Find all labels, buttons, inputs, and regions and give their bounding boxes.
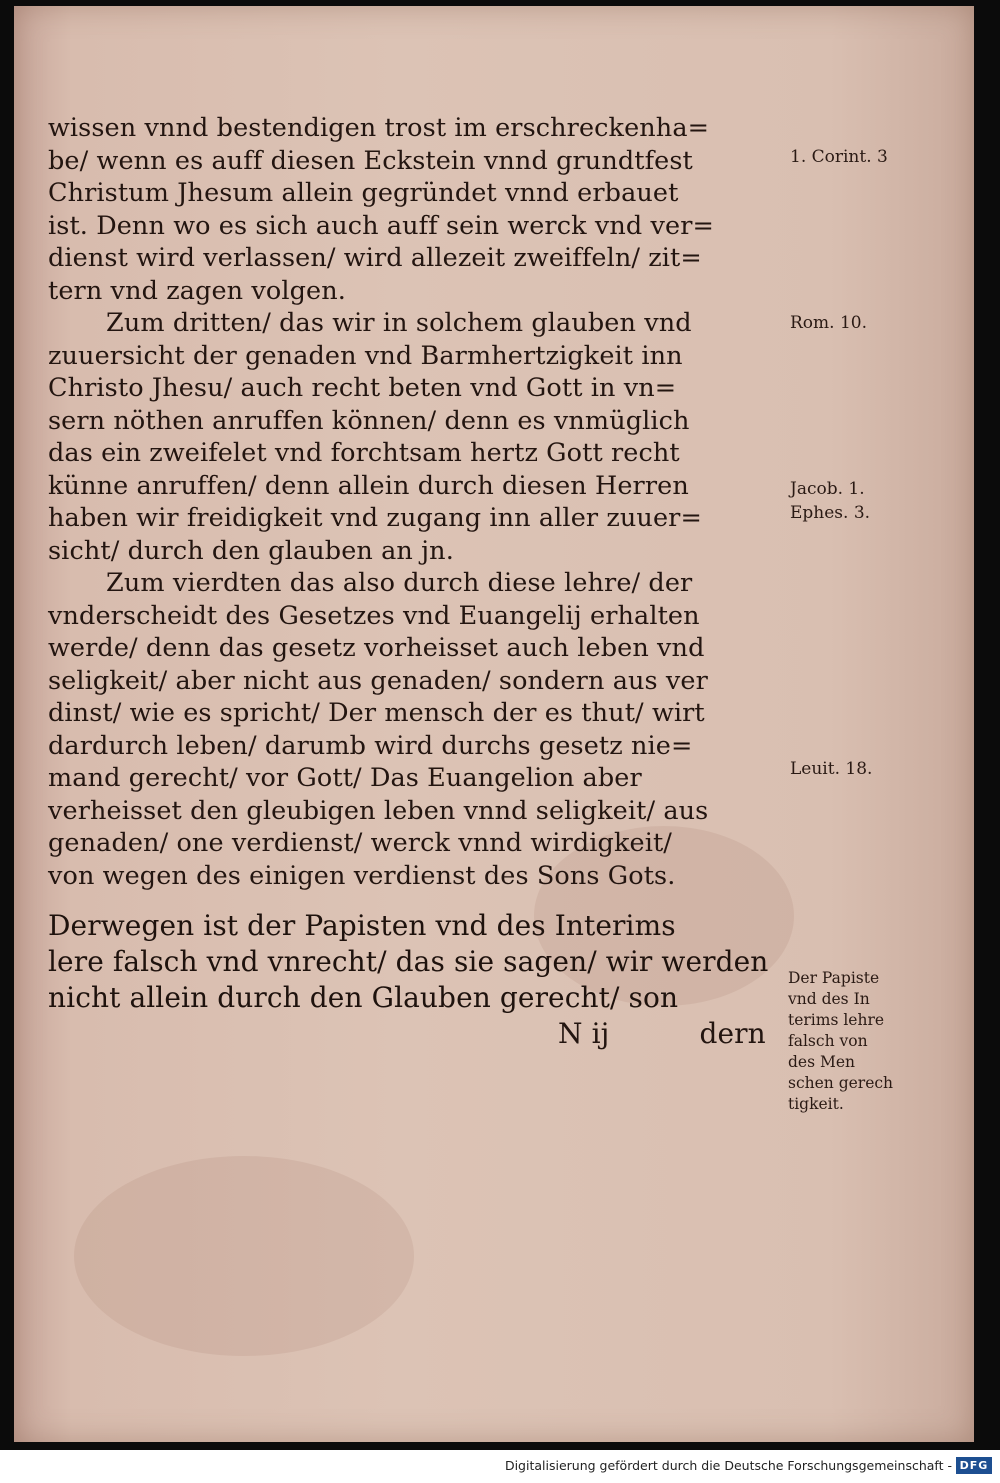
footer-bar xyxy=(0,1450,1000,1483)
text-line: be/ wenn es auff diesen Eckstein vnnd grundtfest xyxy=(48,145,693,176)
margin-note-rom: Rom. 10. xyxy=(790,313,867,333)
text-line-large: lere falsch vnd vnrecht/ das sie sagen/ wir werden xyxy=(48,945,769,978)
margin-note-line: des Men xyxy=(788,1053,856,1071)
text-line: künne anruffen/ denn allein durch diesen Herren xyxy=(48,470,689,501)
text-line: ist. Denn wo es sich auch auff sein werck vnd ver= xyxy=(48,210,714,241)
paper-stain xyxy=(74,1156,414,1356)
text-line: von wegen des einigen verdienst des Sons Gots. xyxy=(48,860,676,891)
text-line: Christo Jhesu/ auch recht beten vnd Gott in vn= xyxy=(48,373,677,403)
page-body-text xyxy=(48,112,793,1052)
text-line: tern vnd zagen volgen. xyxy=(48,275,346,306)
margin-note-line: schen gerech xyxy=(788,1074,894,1092)
text-line: genaden/ one verdienst/ werck vnnd wirdigkeit/ xyxy=(48,828,672,858)
funding-credit: Digitalisierung gefördert durch die Deutsche Forschungsgemeinschaft - xyxy=(504,1458,952,1473)
text-line: seligkeit/ aber nicht aus genaden/ sondern aus ver xyxy=(48,665,708,696)
text-line: Christum Jhesum allein gegründet vnnd erbauet xyxy=(48,178,679,208)
text-line: sicht/ durch den glauben an jn. xyxy=(48,535,454,566)
margin-note-ephes: Ephes. 3. xyxy=(790,503,871,523)
signature-mark: N ij xyxy=(558,1017,610,1050)
paragraph-start-line: Zum vierdten das also durch diese lehre/ der xyxy=(106,568,693,598)
dfg-logo[interactable]: DFG xyxy=(956,1457,992,1474)
text-line-large: Derwegen ist der Papisten vnd des Interims xyxy=(48,909,676,942)
catchword: dern xyxy=(699,1017,766,1050)
margin-note-line: falsch von xyxy=(788,1032,868,1050)
paragraph-start-line: Zum dritten/ das wir in solchem glauben vnd xyxy=(106,308,692,338)
text-line: werde/ denn das gesetz vorheisset auch leben vnd xyxy=(48,633,705,663)
text-line: zuuersicht der genaden vnd Barmhertzigkeit inn xyxy=(48,340,683,371)
margin-note-corinth: 1. Corint. 3 xyxy=(790,147,888,167)
margin-note-jacob: Jacob. 1. xyxy=(790,479,865,499)
margin-note-papisten xyxy=(788,968,893,1115)
signature-row xyxy=(48,1016,793,1052)
margin-note-line: tigkeit. xyxy=(788,1095,844,1113)
margin-note-leuit: Leuit. 18. xyxy=(790,759,873,779)
text-line: dardurch leben/ darumb wird durchs gesetz nie= xyxy=(48,730,693,761)
margin-note-line: terims lehre xyxy=(788,1011,885,1029)
text-line: wissen vnnd bestendigen trost im erschreckenha= xyxy=(48,113,710,143)
text-line: haben wir freidigkeit vnd zugang inn aller zuuer= xyxy=(48,503,702,533)
text-line: das ein zweifelet vnd forchtsam hertz Gott recht xyxy=(48,438,680,468)
text-line: dinst/ wie es spricht/ Der mensch der es thut/ wirt xyxy=(48,698,705,728)
margin-note-line: Der Papiste xyxy=(788,969,880,987)
text-line: verheisset den gleubigen leben vnnd seligkeit/ aus xyxy=(48,795,709,826)
margin-note-line: vnd des In xyxy=(788,990,870,1008)
text-line: mand gerecht/ vor Gott/ Das Euangelion aber xyxy=(48,763,642,793)
text-line-large: nicht allein durch den Glauben gerecht/ son xyxy=(48,981,679,1014)
paragraph-gap xyxy=(48,892,793,908)
text-line: vnderscheidt des Gesetzes vnd Euangelij erhalten xyxy=(48,600,700,631)
text-line: dienst wird verlassen/ wird allezeit zweiffeln/ zit= xyxy=(48,243,702,273)
text-line: sern nöthen anruffen können/ denn es vnmüglich xyxy=(48,405,690,436)
